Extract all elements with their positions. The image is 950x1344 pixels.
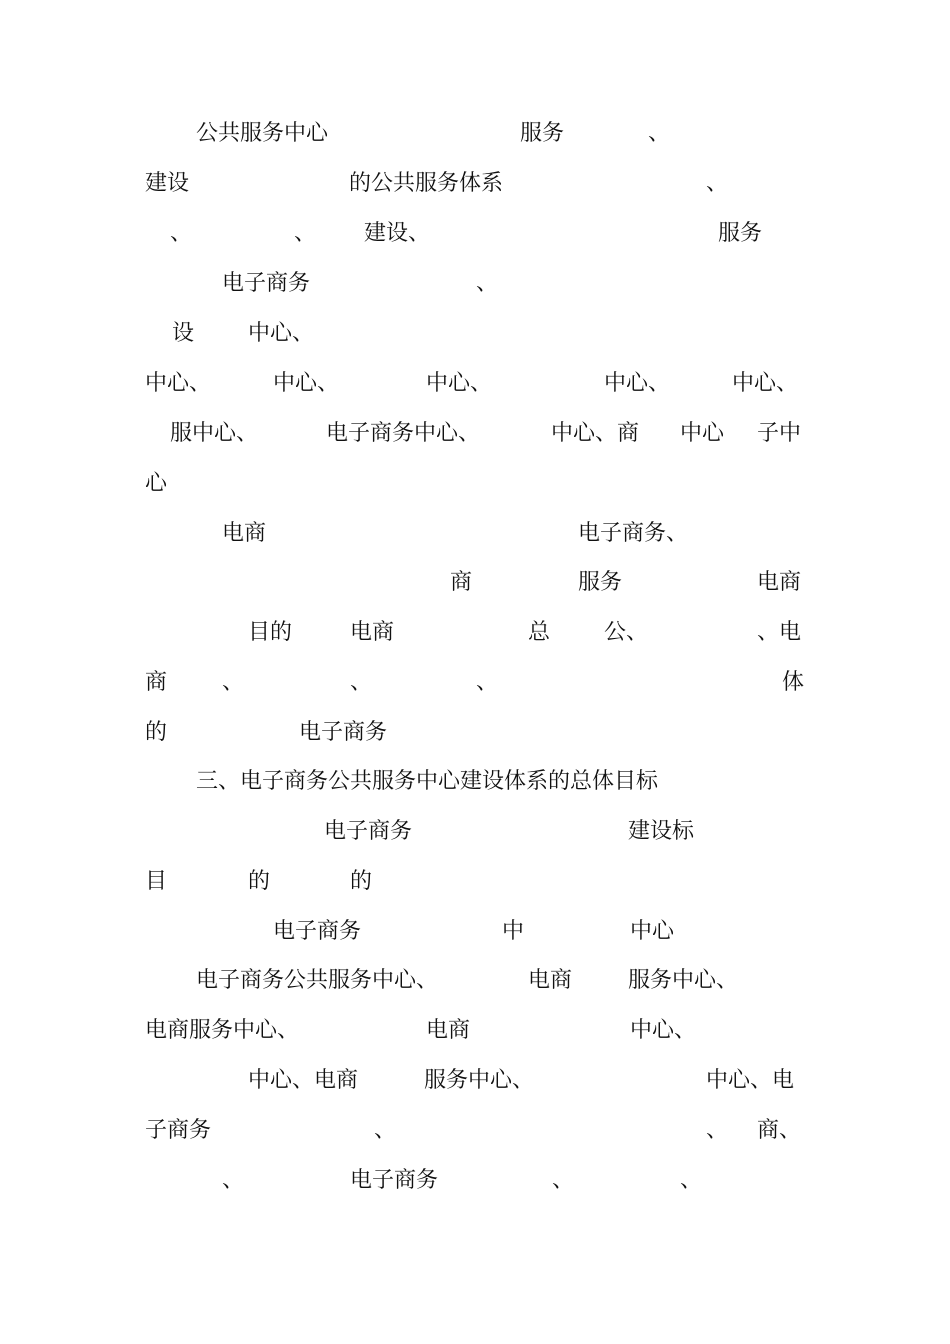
text-line: [0, 818, 950, 868]
text-fragment: 目: [145, 869, 168, 894]
text-fragment: 商、: [757, 1118, 802, 1143]
text-fragment: 中心、: [145, 371, 212, 396]
text-fragment: 中心、: [732, 371, 799, 396]
text-fragment: 服务: [520, 121, 565, 146]
text-fragment: 电商服务中心、: [145, 1018, 300, 1043]
text-line: [0, 120, 950, 170]
text-line: [0, 1067, 950, 1117]
text-fragment: 中心、: [604, 371, 671, 396]
text-line: [0, 1167, 950, 1217]
text-line: [0, 170, 950, 220]
text-fragment: 电子商务、: [578, 521, 689, 546]
text-fragment: 中心: [630, 919, 675, 944]
text-line: [0, 619, 950, 669]
text-fragment: 、: [706, 171, 729, 196]
text-fragment: 、: [476, 670, 499, 695]
text-fragment: 设: [172, 321, 195, 346]
text-fragment: 体: [782, 670, 805, 695]
text-fragment: 电子商务公共服务中心、: [196, 968, 439, 993]
text-fragment: 电子商务中心、: [326, 421, 481, 446]
text-line: [0, 470, 950, 520]
text-fragment: 、: [350, 670, 373, 695]
text-fragment: 服务: [578, 570, 623, 595]
text-fragment: 中心、: [630, 1018, 697, 1043]
text-fragment: 电商: [426, 1018, 471, 1043]
text-fragment: 服务中心、: [424, 1068, 535, 1093]
text-fragment: 、: [222, 670, 245, 695]
text-fragment: 、: [552, 1168, 575, 1193]
text-fragment: 服中心、: [170, 421, 259, 446]
text-line: [0, 1017, 950, 1067]
text-fragment: 、: [648, 121, 671, 146]
text-fragment: 电子商务: [350, 1168, 439, 1193]
text-fragment: 中: [502, 919, 525, 944]
text-fragment: 子中: [757, 421, 802, 446]
text-fragment: 、电: [757, 620, 802, 645]
text-fragment: 电商: [757, 570, 802, 595]
text-line: [0, 1117, 950, 1167]
text-fragment: 的: [145, 720, 168, 745]
text-fragment: 中心、电: [706, 1068, 795, 1093]
text-fragment: 中心、: [273, 371, 340, 396]
text-line: [0, 320, 950, 370]
text-fragment: 电商: [528, 968, 573, 993]
text-fragment: 建设: [145, 171, 190, 196]
text-fragment: 电子商务: [222, 271, 311, 296]
text-fragment: 建设、: [364, 221, 431, 246]
section-heading: [0, 768, 950, 818]
text-fragment: 的: [248, 869, 271, 894]
text-fragment: 服务: [718, 221, 763, 246]
text-fragment: 中心、电商: [248, 1068, 359, 1093]
text-fragment: 心: [145, 471, 168, 496]
text-fragment: 公共服务中心: [196, 121, 329, 146]
text-fragment: 、: [294, 221, 317, 246]
text-line: [0, 220, 950, 270]
text-fragment: 、: [374, 1118, 397, 1143]
text-line: [0, 569, 950, 619]
text-line: [0, 868, 950, 918]
text-fragment: 、: [170, 221, 193, 246]
text-fragment: 公、: [604, 620, 649, 645]
text-fragment: 电子商务: [299, 720, 388, 745]
text-fragment: 商: [450, 570, 473, 595]
text-fragment: 、: [680, 1168, 703, 1193]
text-fragment: 服务中心、: [628, 968, 739, 993]
text-line: [0, 719, 950, 769]
text-line: [0, 370, 950, 420]
text-fragment: 的公共服务体系: [349, 171, 504, 196]
text-fragment: 总: [528, 620, 551, 645]
text-fragment: 子商务: [145, 1118, 212, 1143]
text-line: [0, 669, 950, 719]
text-fragment: 中心: [680, 421, 725, 446]
text-fragment: 中心、商: [551, 421, 640, 446]
text-line: [0, 520, 950, 570]
text-line: [0, 420, 950, 470]
text-fragment: 、: [222, 1168, 245, 1193]
text-fragment: 、: [706, 1118, 729, 1143]
text-fragment: 电商: [350, 620, 395, 645]
text-fragment: 的: [350, 869, 373, 894]
text-fragment: 商: [145, 670, 168, 695]
text-fragment: 电子商务: [324, 819, 413, 844]
section-heading-text: 三、电子商务公共服务中心建设体系的总体目标: [196, 769, 659, 794]
text-fragment: 中心、: [248, 321, 315, 346]
text-line: [0, 918, 950, 968]
text-fragment: 建设标: [628, 819, 695, 844]
text-fragment: 目的: [248, 620, 293, 645]
text-line: [0, 270, 950, 320]
text-fragment: 中心、: [426, 371, 493, 396]
text-line: [0, 967, 950, 1017]
text-fragment: 电商: [222, 521, 267, 546]
text-fragment: 、: [476, 271, 499, 296]
text-fragment: 电子商务: [273, 919, 362, 944]
